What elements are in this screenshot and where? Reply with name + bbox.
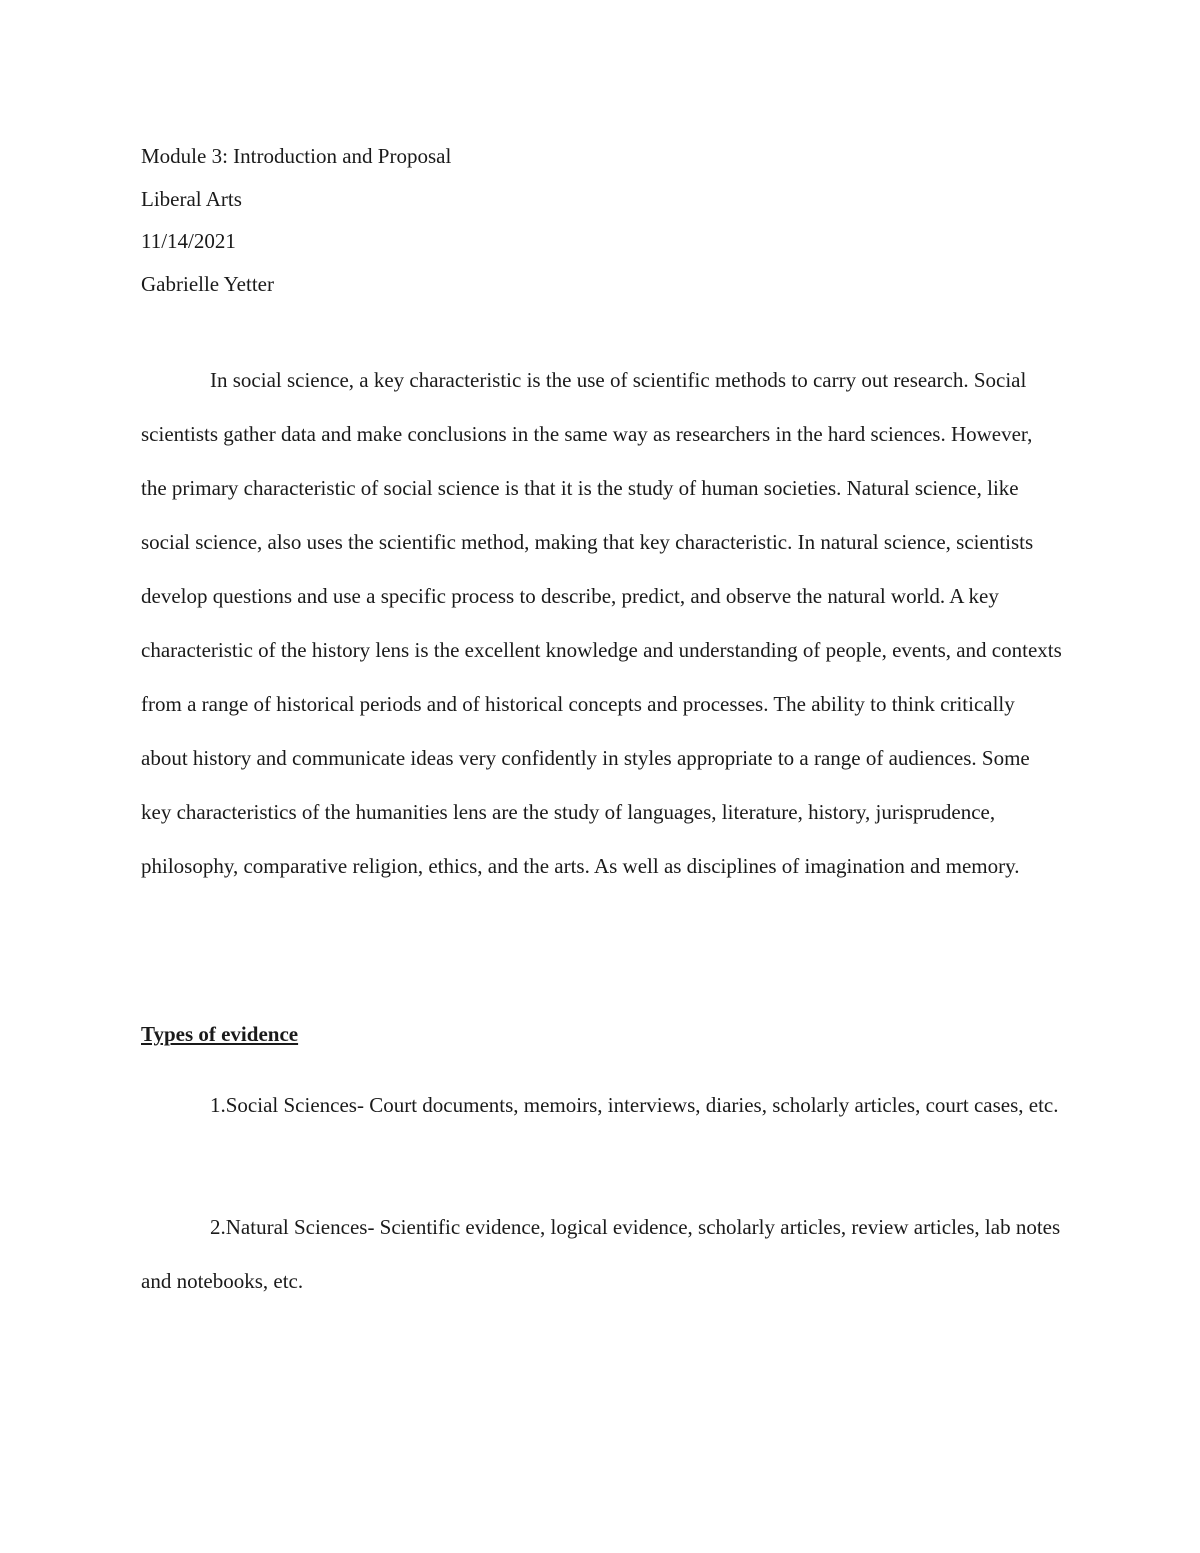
author-name: Gabrielle Yetter (141, 271, 274, 296)
section-heading-types-of-evidence: Types of evidence (141, 1022, 299, 1046)
list-item: 1.Social Sciences- Court documents, memoirs, interviews, diaries, scholarly articles, court cases, etc. (210, 1093, 1059, 1117)
list-item: 2.Natural Sciences- Scientific evidence, logical evidence, scholarly articles, review articles, lab notes and notebooks, etc. (141, 1215, 1061, 1293)
body-paragraph: In social science, a key characteristic is the use of scientific methods to carry out research. Social scientists gather data and make conclusions in the same way as researchers in the hard sciences. However, the primary characteristic of social science is that it is the study of human societies. Natural science, like social science, also uses the scientific method, making that key characteristic. In natural science, scientists develop questions and use a specific process to describe, predict, and observe the natural world. A key characteristic of the history lens is the excellent knowledge and understanding of people, events, and contexts from a range of historical periods and of historical concepts and processes. The ability to think critically about history and communicate ideas very confidently in styles appropriate to a range of audiences. Some key characteristics of the humanities lens are the study of languages, literature, history, jurisprudence, philosophy, comparative religion, ethics, and the arts. As well as disciplines of imagination and memory. (141, 368, 1062, 878)
evidence-list-item-2 (141, 1200, 1063, 1308)
course-name: Liberal Arts (141, 186, 242, 211)
evidence-list-item-1 (141, 1078, 1063, 1132)
document-date: 11/14/2021 (141, 229, 236, 253)
assignment-title: Module 3: Introduction and Proposal (141, 144, 452, 168)
document-header (141, 141, 1041, 311)
